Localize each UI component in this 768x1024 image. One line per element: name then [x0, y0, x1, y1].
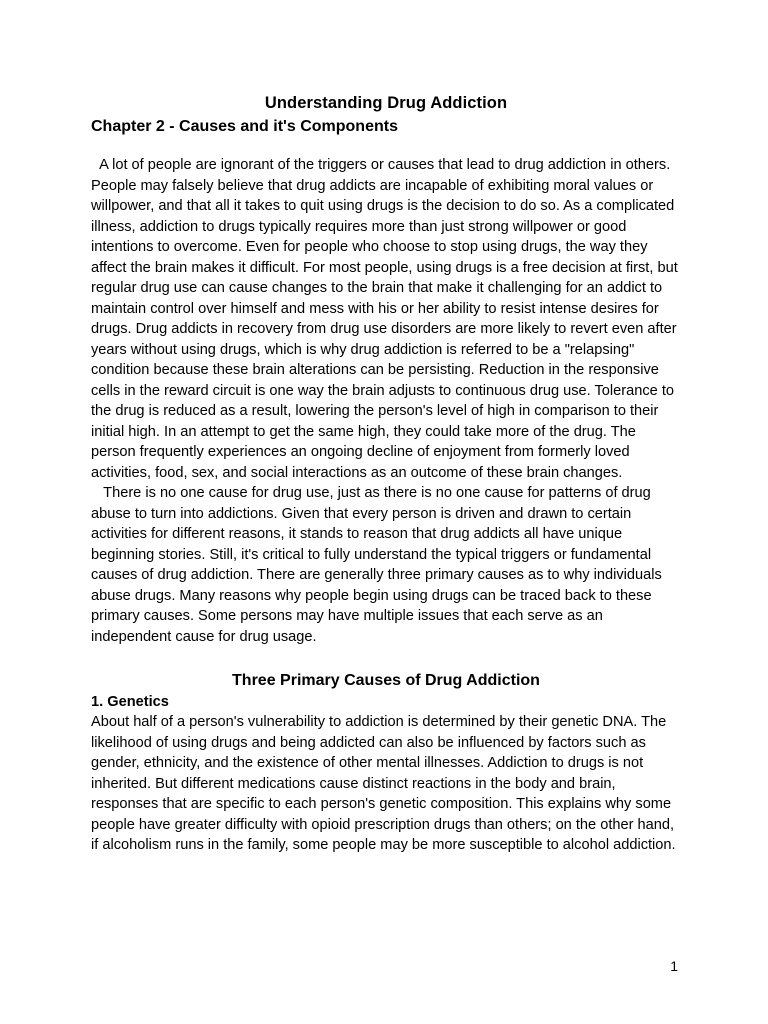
page-number: 1 [670, 958, 678, 974]
section-heading: Three Primary Causes of Drug Addiction [232, 672, 540, 689]
causes-paragraph: There is no one cause for drug use, just as there is no one cause for patterns of drug abuse to turn into addictions. Given that every person is driven and drawn to certain activities for different reasons, it stands to reason that drug addicts all have unique beginning stories. Still, it's critical to fully understand the typical triggers or fundamental causes of drug addiction. There are generally three primary causes as to why individuals abuse drugs. Many reasons why people begin using drugs can be traced back to these primary causes. Some persons may have multiple issues that each serve as an independent cause for drug usage. [91, 485, 666, 645]
intro-paragraph: A lot of people are ignorant of the triggers or causes that lead to drug addiction in others. People may falsely believe that drug addicts are incapable of exhibiting moral values or willpower, and that all it takes to quit using drugs is the decision to do so. As a complicated illness, addiction to drugs typically requires more than just strong willpower or good intentions to overcome. Even for people who choose to stop using drugs, the way they affect the brain makes it difficult. For most people, using drugs is a free decision at first, but regular drug use can cause changes to the brain that make it challenging for an addict to maintain control over himself and mess with his or her ability to resist intense desires for drugs. Drug addicts in recovery from drug use disorders are more likely to revert even after years without using drugs, which is why drug addiction is referred to be a "relapsing" condition because these brain alterations can be persisting. Reduction in the responsive cells in the reward circuit is one way the brain adjusts to continuous drug use. Tolerance to the drug is reduced as a result, lowering the person's level of high in comparison to their initial high. In an attempt to get the same high, they could take more of the drug. The person frequently experiences an ongoing decline of enjoyment from formerly loved activities, food, sex, and social interactions as an outcome of these brain changes. [91, 157, 682, 481]
genetics-heading: 1. Genetics [91, 694, 169, 710]
document-title: Understanding Drug Addiction [264, 94, 508, 112]
page-content [91, 92, 681, 856]
chapter-heading: Chapter 2 - Causes and it's Components [91, 118, 398, 135]
genetics-paragraph: About half of a person's vulnerability to addiction is determined by their genetic DNA. The likelihood of using drugs and being addicted can also be influenced by factors such as gender, ethnicity, and the existence of other mental illnesses. Addiction to drugs is not inherited. But different medications cause distinct reactions in the body and brain, responses that are specific to each person's genetic composition. This explains why some people have greater difficulty with opioid prescription drugs than others; on the other hand, if alcoholism runs in the family, some people may be more susceptible to alcohol addiction. [91, 714, 679, 853]
